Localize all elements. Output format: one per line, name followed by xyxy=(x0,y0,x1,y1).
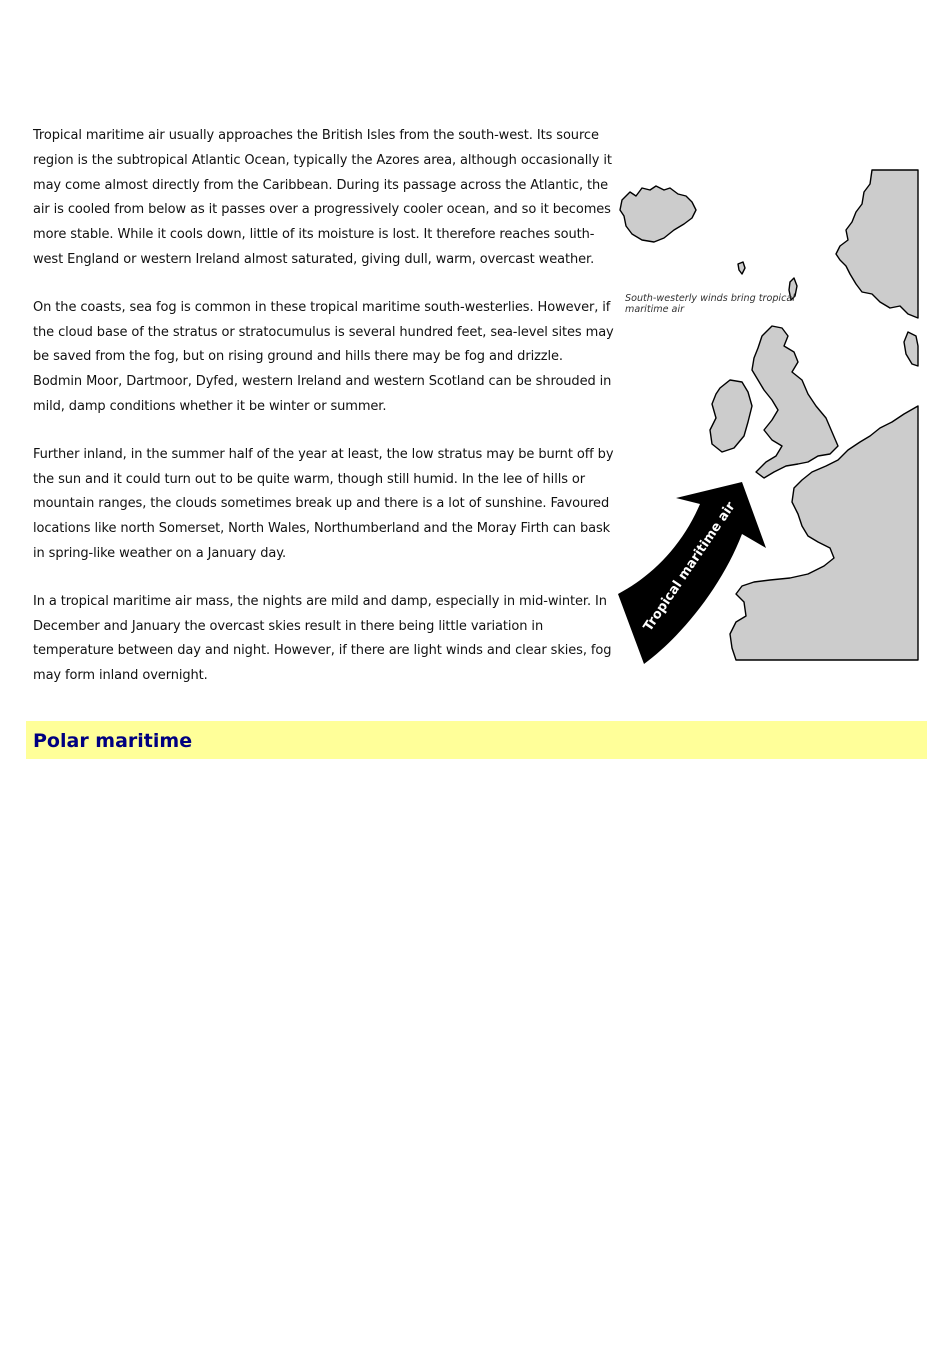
air-mass-map-figure xyxy=(612,166,924,666)
great-britain-landmass xyxy=(752,326,838,478)
faroe-islands xyxy=(738,262,745,274)
section-heading-polar-maritime: Polar maritime xyxy=(26,721,927,759)
article-body xyxy=(33,124,615,712)
paragraph-inland: Further inland, in the summer half of the year at least, the low stratus may be burnt off by the sun and it could turn out to be quite warm, though still humid. In the lee of hills or mountain ranges, the clouds sometimes break up and there is a lot of sunshine. Favoured locations like north Somerset, North Wales, Northumberland and the Moray Firth can bask in spring-like weather on a January day. xyxy=(33,446,614,561)
paragraph-source-region: Tropical maritime air usually approaches the British Isles from the south-west. Its source region is the subtropical Atlantic Ocean, typically the Azores area, although occasionally it may come almost directly from the Caribbean. During its passage across the Atlantic, the air is cooled from below as it passes over a progressively cooler ocean, and so it becomes more stable. While it cools down, little of its moisture is lost. It therefore reaches south-west England or western Ireland almost saturated, giving dull, warm, overcast weather. xyxy=(33,128,612,267)
scandinavia-landmass xyxy=(836,170,918,318)
paragraph-coasts-fog: On the coasts, sea fog is common in these tropical maritime south-westerlies. However, if the cloud base of the stratus or stratocumulus is several hundred feet, sea-level sites may be saved from the fog, but on rising ground and hills there may be fog and drizzle. Bodmin Moor, Dartmoor, Dyfed, western Ireland and western Scotland can be shrouded in mild, damp conditions whether it be winter or summer. xyxy=(33,299,614,414)
map-caption: South-westerly winds bring tropical maritime air xyxy=(625,293,795,315)
europe-map xyxy=(612,166,924,666)
norway-south-coast xyxy=(904,332,918,366)
paragraph-nights: In a tropical maritime air mass, the nights are mild and damp, especially in mid-winter. In December and January the overcast skies result in there being little variation in temperature between day and night. However, if there are light winds and clear skies, fog may form inland overnight. xyxy=(33,593,612,684)
iceland-landmass xyxy=(620,186,696,242)
ireland-landmass xyxy=(710,380,752,452)
arrow-label: Tropical maritime air xyxy=(640,499,739,635)
